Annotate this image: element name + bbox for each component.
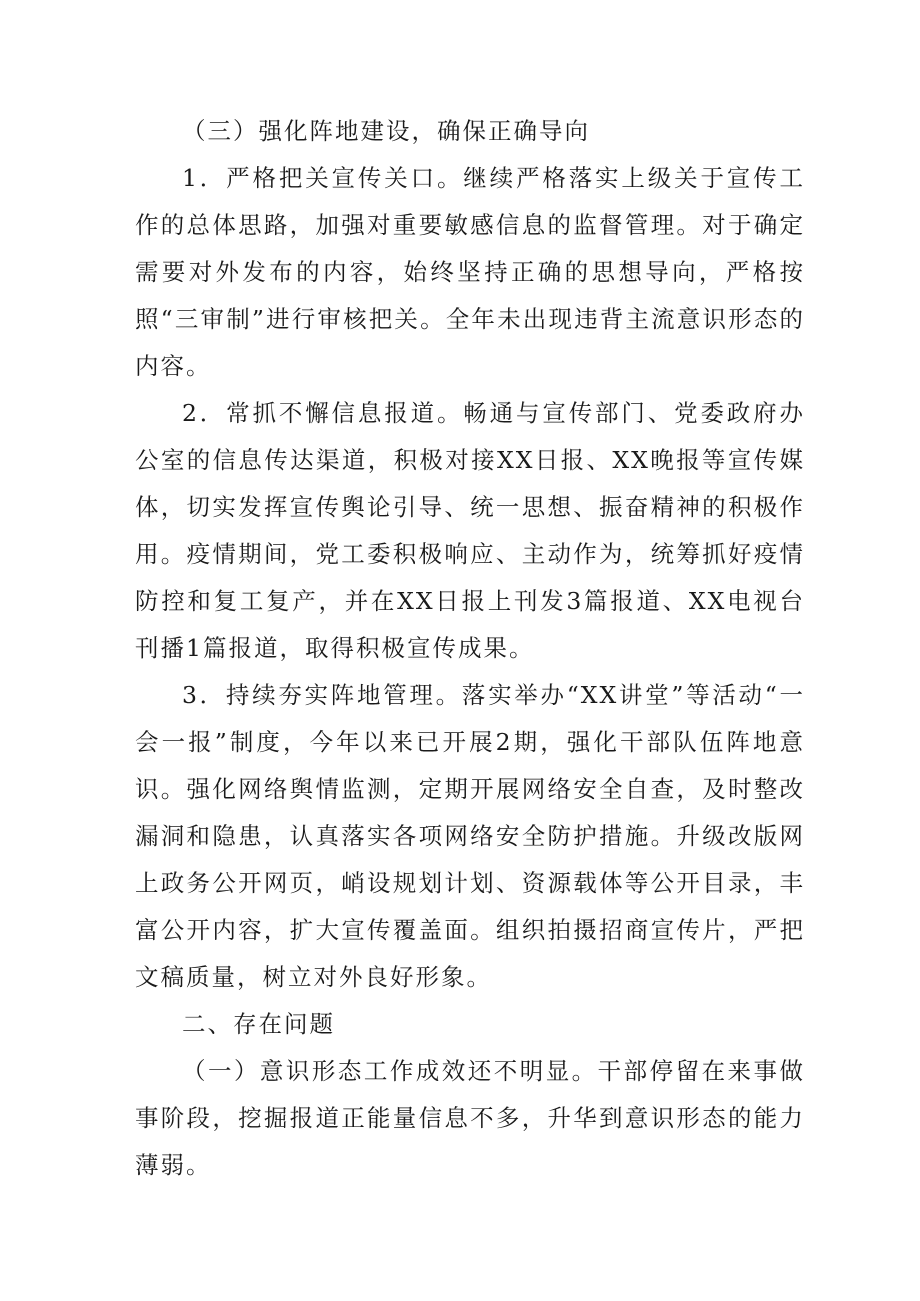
paragraph-ideology-effectiveness: （一）意识形态工作成效还不明显。干部停留在来事做事阶段，挖掘报道正能量信息不多，升华到意识形态的能力薄弱。 [135, 1057, 805, 1179]
section-heading-strengthen-positions: （三）强化阵地建设，确保正确导向 [182, 117, 590, 145]
paragraph-publicity-gatekeeping: 1．严格把关宣传关口。继续严格落实上级关于宣传工作的总体思路，加强对重要敏感信息的监督管理。对于确定需要对外发布的内容，始终坚持正确的思想导向，严格按照“三审制”进行审核把关。全年未出现违背主流意识形态的内容。 [135, 164, 805, 380]
paragraph-position-management: 3．持续夯实阵地管理。落实举办“XX讲堂”等活动“一会一报”制度，今年以来已开展2期，强化干部队伍阵地意识。强化网络舆情监测，定期开展网络安全自查，及时整改漏洞和隐患，认真落实各项网络安全防护措施。升级改版网上政务公开网页，峭设规划计划、资源载体等公开目录，丰富公开内容，扩大宣传覆盖面。组织拍摄招商宣传片，严把文稿质量，树立对外良好形象。 [135, 681, 805, 991]
paragraph-information-reporting: 2．常抓不懈信息报道。畅通与宣传部门、党委政府办公室的信息传达渠道，积极对接XX日报、XX晚报等宣传媒体，切实发挥宣传舆论引导、统一思想、振奋精神的积极作用。疫情期间，党工委积极响应、主动作为，统筹抓好疫情防控和复工复产，并在XX日报上刊发3篇报道、XX电视台刊播1篇报道，取得积极宣传成果。 [135, 399, 805, 662]
document-body [135, 108, 805, 1189]
section-heading-existing-problems: 二、存在问题 [182, 1010, 335, 1038]
